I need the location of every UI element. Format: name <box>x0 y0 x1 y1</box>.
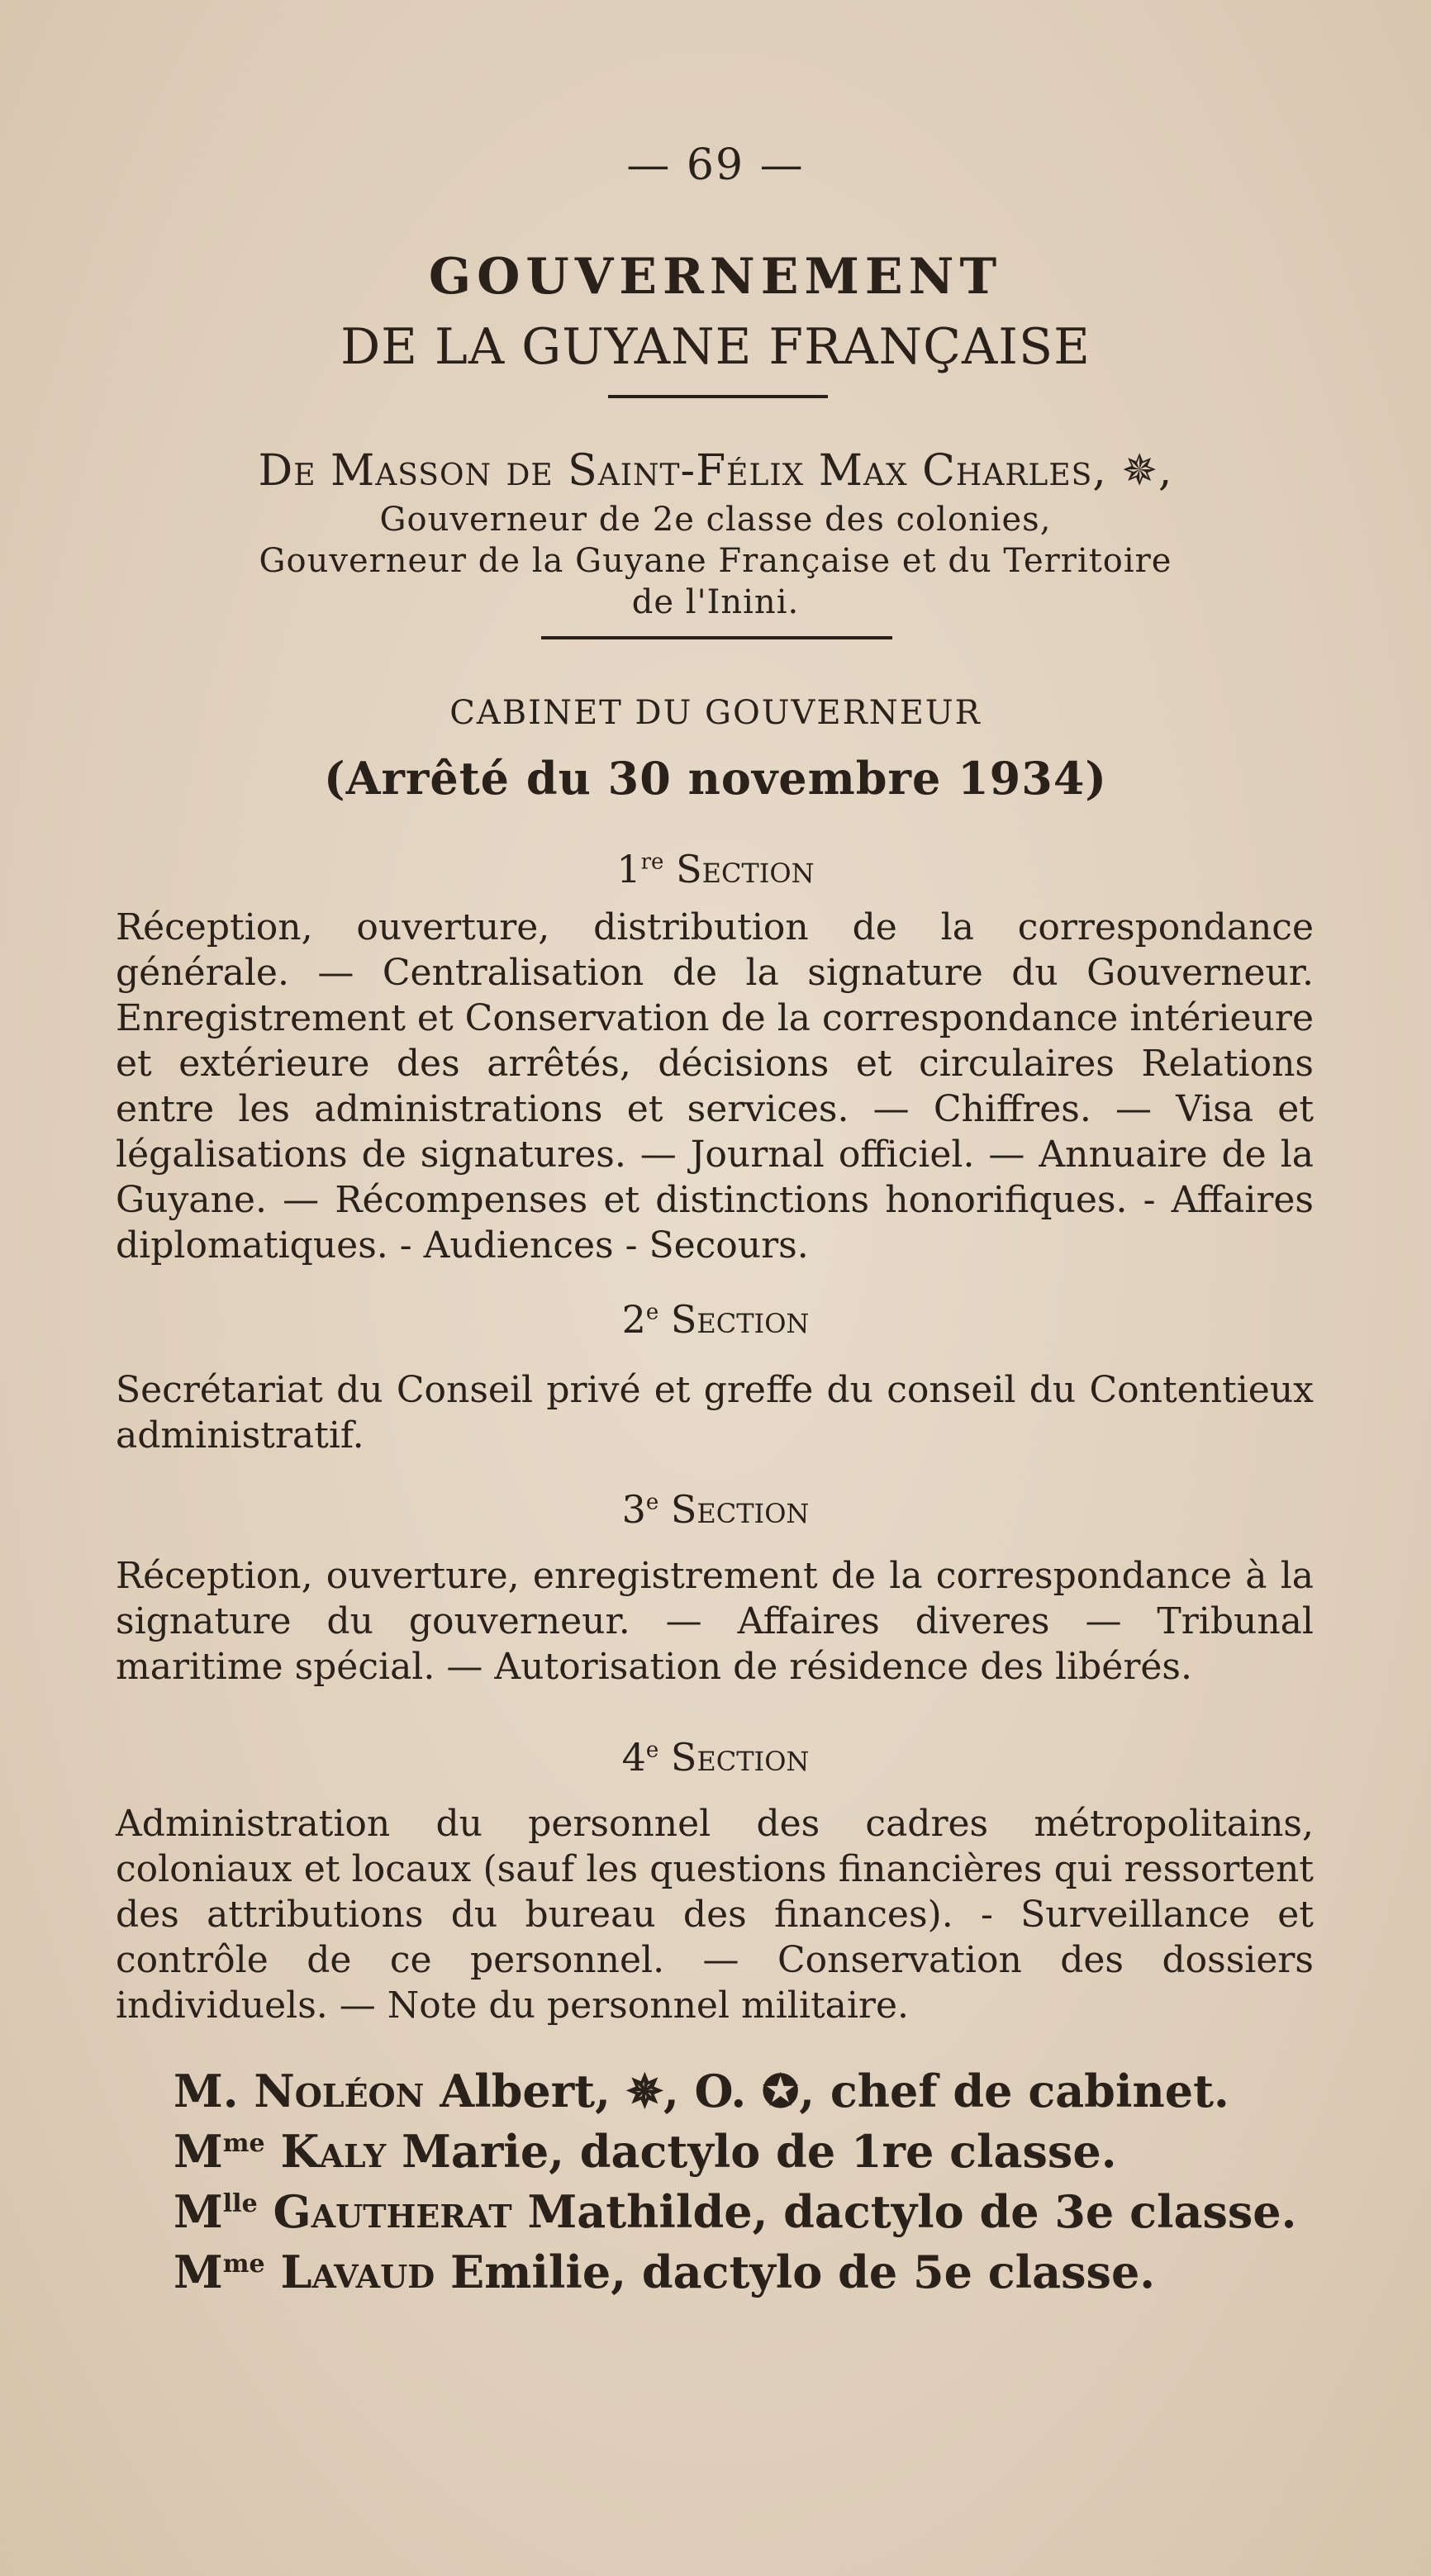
staff-entry: $M^{me}$ Kaly Marie, dactylo de 1re classe. <box>174 2125 1117 2178</box>
staff-list <box>174 2057 1296 2298</box>
divider-rule <box>608 395 828 398</box>
governor-title-3: de l'Inini. <box>631 583 800 621</box>
governor-name: De Masson de Saint-Félix Max Charles, ✵, <box>258 446 1173 496</box>
divider-rule <box>541 636 892 639</box>
staff-entry: $M^{lle}$ Gautherat Mathilde, dactylo de 3e classe. <box>174 2185 1297 2238</box>
title-line-1: GOUVERNEMENT <box>428 248 1003 306</box>
governor-title-1: Gouverneur de 2e classe des colonies, <box>379 501 1052 539</box>
section-heading-4: 4e Section <box>621 1735 810 1780</box>
section-text-3: Réception, ouverture, enregistrement de la correspondance à la signature du gouverneur. — Affaires diveres — Tribunal maritime spécial. — Autorisation de résidence des libérés. <box>116 1555 1314 1688</box>
title-line-2: DE LA GUYANE FRANÇAISE <box>340 318 1091 376</box>
governor-title-2: Gouverneur de la Guyane Française et du Territoire <box>259 542 1172 580</box>
staff-entry: $M^{me}$ Lavaud Emilie, dactylo de 5e classe. <box>174 2246 1156 2298</box>
section-text-2: Secrétariat du Conseil privé et greffe du conseil du Contentieux administratif. <box>116 1369 1314 1457</box>
section-heading-3: 3e Section <box>621 1487 810 1532</box>
arrete-date: (Arrêté du 30 novembre 1934) <box>324 752 1107 805</box>
section-heading-2: 2e Section <box>621 1297 810 1342</box>
cabinet-heading: CABINET DU GOUVERNEUR <box>449 694 982 732</box>
section-text-4: Administration du personnel des cadres métropolitains, coloniaux et locaux (sauf les questions financières qui ressortent des attributions du bureau des finances). - Surveillance et contrôle de ce personnel. — Conservation des dossiers individuels. — Note du personnel militaire. <box>116 1803 1314 2027</box>
page-number: — 69 — <box>626 140 805 190</box>
section-heading-1: 1re Section <box>616 847 815 891</box>
section-text-1: Réception, ouverture, distribution de la correspondance générale. — Centralisation de la signature du Gouverneur. Enregistrement et Conservation de la correspondance intérieure et extérieure des arrêtés, décisions et circulaires Relations entre les administrations et services. — Chiffres. — Visa et légalisations de signatures. — Journal officiel. — Annuaire de la Guyane. — Récompenses et distinctions honorifiques. - Affaires diplomatiques. - Audiences - Secours. <box>116 906 1314 1267</box>
staff-entry: M. Noléon Albert, ✵, O. ✪, chef de cabinet. <box>174 2065 1229 2117</box>
